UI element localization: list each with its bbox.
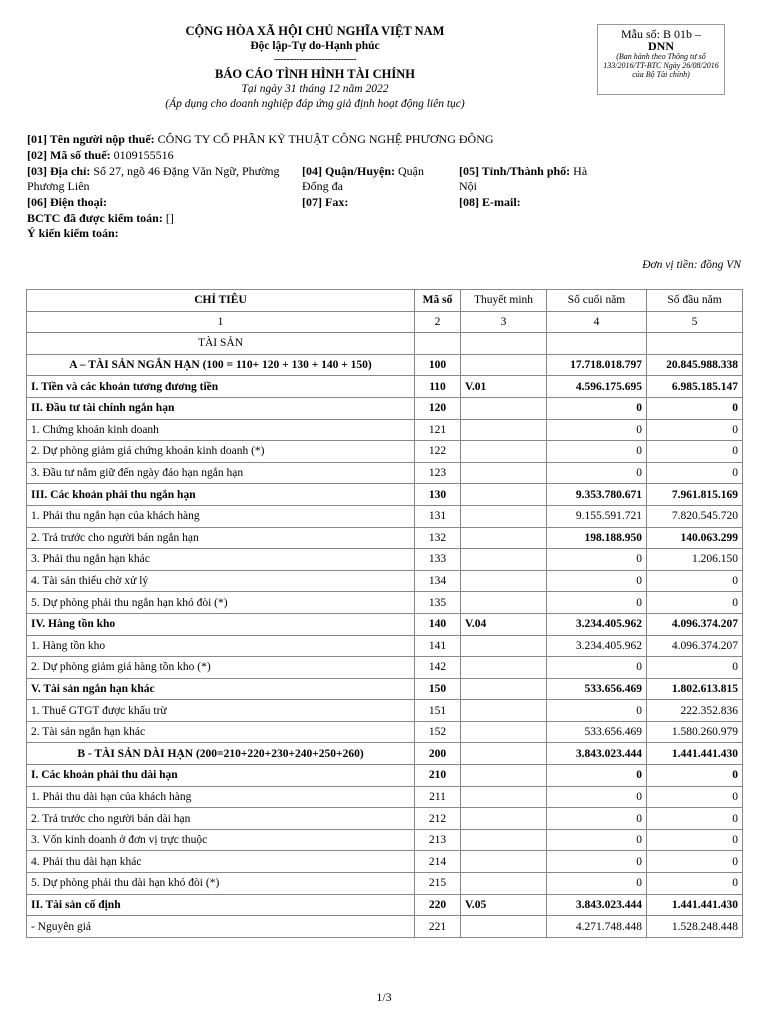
row-begin-amount: 0 xyxy=(647,592,743,614)
header-cell-note: Thuyết minh xyxy=(461,290,547,312)
audited-value: [] xyxy=(165,211,174,225)
row-code: 210 xyxy=(415,765,461,787)
row-begin-amount: 7.820.545.720 xyxy=(647,505,743,527)
row-code: 131 xyxy=(415,505,461,527)
row-code: 133 xyxy=(415,549,461,571)
row-begin-amount: 20.845.988.338 xyxy=(647,354,743,376)
row-begin-amount: 1.580.260.979 xyxy=(647,721,743,743)
row-note xyxy=(461,570,547,592)
row-end-amount: 3.234.405.962 xyxy=(547,635,647,657)
table-row xyxy=(27,743,743,765)
row-note xyxy=(461,505,547,527)
row-label: 1. Hàng tồn kho xyxy=(27,635,415,657)
address-value-line1: Số 27, ngõ 46 Đặng Văn Ngữ, Phường xyxy=(93,164,280,178)
row-note xyxy=(461,527,547,549)
row-end-amount: 0 xyxy=(547,592,647,614)
row-begin-amount: 0 xyxy=(647,765,743,787)
row-end-amount: 533.656.469 xyxy=(547,721,647,743)
index-cell: 1 xyxy=(27,311,415,333)
row-label: V. Tài sản ngắn hạn khác xyxy=(27,678,415,700)
taxcode-row xyxy=(27,148,174,163)
audited-row xyxy=(27,211,174,226)
table-row xyxy=(27,765,743,787)
province-value-line1: Hà xyxy=(573,164,588,178)
row-label: I. Các khoản phải thu dài hạn xyxy=(27,765,415,787)
table-header-row xyxy=(27,290,743,312)
currency-unit: Đơn vị tiền: đồng VN xyxy=(642,259,741,271)
row-end-amount: 0 xyxy=(547,808,647,830)
row-begin-amount: 0 xyxy=(647,570,743,592)
district-value-line1: Quận xyxy=(398,164,425,178)
index-cell: 3 xyxy=(461,311,547,333)
empty-cell xyxy=(461,333,547,355)
table-row xyxy=(27,592,743,614)
table-row xyxy=(27,441,743,463)
row-begin-amount: 0 xyxy=(647,851,743,873)
row-code: 220 xyxy=(415,894,461,916)
table-row xyxy=(27,894,743,916)
row-label: II. Tài sản cố định xyxy=(27,894,415,916)
row-code: 121 xyxy=(415,419,461,441)
row-code: 140 xyxy=(415,613,461,635)
row-note xyxy=(461,851,547,873)
row-note xyxy=(461,700,547,722)
row-label: 2. Trả trước cho người bán dài hạn xyxy=(27,808,415,830)
row-code: 135 xyxy=(415,592,461,614)
table-row xyxy=(27,549,743,571)
row-label: 2. Dự phòng giảm giá chứng khoán kinh doanh (*) xyxy=(27,441,415,463)
row-code: 141 xyxy=(415,635,461,657)
table-row xyxy=(27,354,743,376)
row-code: 134 xyxy=(415,570,461,592)
table-row xyxy=(27,678,743,700)
page-number: 1/3 xyxy=(376,990,392,1004)
row-end-amount: 0 xyxy=(547,462,647,484)
header-divider: -------------------------- xyxy=(273,53,357,65)
row-end-amount: 4.596.175.695 xyxy=(547,376,647,398)
row-begin-amount: 4.096.374.207 xyxy=(647,613,743,635)
table-row xyxy=(27,808,743,830)
country-name: CỘNG HÒA XÃ HỘI CHỦ NGHĨA VIỆT NAM xyxy=(185,24,445,38)
audited-label: BCTC đã được kiểm toán: xyxy=(27,211,163,225)
form-code-line1: Mẫu số: B 01b – xyxy=(620,27,701,41)
row-code: 122 xyxy=(415,441,461,463)
index-cell: 5 xyxy=(647,311,743,333)
row-label: 5. Dự phòng phải thu ngắn hạn khó đòi (*) xyxy=(27,592,415,614)
row-code: 100 xyxy=(415,354,461,376)
table-row xyxy=(27,635,743,657)
table-row xyxy=(27,419,743,441)
row-code: 152 xyxy=(415,721,461,743)
row-begin-amount: 0 xyxy=(647,462,743,484)
phone-label: [06] Điện thoại: xyxy=(27,195,107,209)
row-note xyxy=(461,397,547,419)
row-note xyxy=(461,678,547,700)
section-title-row xyxy=(27,333,743,355)
row-label: 1. Chứng khoán kinh doanh xyxy=(27,419,415,441)
row-end-amount: 533.656.469 xyxy=(547,678,647,700)
row-note xyxy=(461,743,547,765)
row-end-amount: 0 xyxy=(547,419,647,441)
row-end-amount: 0 xyxy=(547,441,647,463)
row-code: 142 xyxy=(415,657,461,679)
empty-cell xyxy=(647,333,743,355)
empty-cell xyxy=(415,333,461,355)
taxcode-label: [02] Mã số thuế: xyxy=(27,148,111,162)
row-note xyxy=(461,808,547,830)
row-begin-amount: 1.206.150 xyxy=(647,549,743,571)
row-label: 2. Tài sản ngắn hạn khác xyxy=(27,721,415,743)
row-begin-amount: 1.441.441.430 xyxy=(647,743,743,765)
row-label: 5. Dự phòng phải thu dài hạn khó đòi (*) xyxy=(27,873,415,895)
district-row xyxy=(302,164,424,179)
row-note xyxy=(461,657,547,679)
row-code: 120 xyxy=(415,397,461,419)
row-note xyxy=(461,635,547,657)
row-end-amount: 9.155.591.721 xyxy=(547,505,647,527)
row-label: 1. Phải thu dài hạn của khách hàng xyxy=(27,786,415,808)
taxcode-value: 0109155516 xyxy=(113,148,174,162)
row-code: 150 xyxy=(415,678,461,700)
district-label: [04] Quận/Huyện: xyxy=(302,164,396,178)
row-end-amount: 0 xyxy=(547,873,647,895)
row-end-amount: 0 xyxy=(547,829,647,851)
row-code: 214 xyxy=(415,851,461,873)
province-label: [05] Tỉnh/Thành phố: xyxy=(459,164,571,178)
row-end-amount: 0 xyxy=(547,786,647,808)
row-end-amount: 0 xyxy=(547,657,647,679)
row-label: I. Tiền và các khoản tương đương tiền xyxy=(27,376,415,398)
document-header xyxy=(130,24,500,112)
table-row xyxy=(27,786,743,808)
row-label: II. Đầu tư tài chính ngắn hạn xyxy=(27,397,415,419)
balance-sheet-table xyxy=(26,289,743,938)
table-row xyxy=(27,873,743,895)
table-row xyxy=(27,462,743,484)
address-value-line2: Phương Liên xyxy=(27,179,90,193)
row-end-amount: 0 xyxy=(547,765,647,787)
table-row xyxy=(27,829,743,851)
row-begin-amount: 0 xyxy=(647,829,743,851)
email-label: [08] E-mail: xyxy=(459,195,521,209)
table-row xyxy=(27,570,743,592)
row-begin-amount: 0 xyxy=(647,441,743,463)
address-label: [03] Địa chỉ: xyxy=(27,164,91,178)
row-begin-amount: 0 xyxy=(647,808,743,830)
row-label: A – TÀI SẢN NGẮN HẠN (100 = 110+ 120 + 130 + 140 + 150) xyxy=(27,354,415,376)
row-begin-amount: 7.961.815.169 xyxy=(647,484,743,506)
row-end-amount: 0 xyxy=(547,570,647,592)
row-label: 3. Phải thu ngắn hạn khác xyxy=(27,549,415,571)
row-note: V.05 xyxy=(461,894,547,916)
audit-opinion-label: Ý kiến kiểm toán: xyxy=(27,226,119,240)
row-code: 123 xyxy=(415,462,461,484)
row-code: 200 xyxy=(415,743,461,765)
row-code: 110 xyxy=(415,376,461,398)
row-end-amount: 0 xyxy=(547,700,647,722)
row-label: 1. Phải thu ngắn hạn của khách hàng xyxy=(27,505,415,527)
row-end-amount: 0 xyxy=(547,397,647,419)
header-cell-end: Số cuối năm xyxy=(547,290,647,312)
table-row xyxy=(27,484,743,506)
row-label: 1. Thuế GTGT được khấu trừ xyxy=(27,700,415,722)
taxpayer-name-value: CÔNG TY CỔ PHẦN KỸ THUẬT CÔNG NGHỆ PHƯƠNG ĐÔNG xyxy=(157,132,494,146)
row-code: 211 xyxy=(415,786,461,808)
province-value-line2: Nội xyxy=(459,179,477,193)
row-note xyxy=(461,916,547,938)
row-begin-amount: 1.802.613.815 xyxy=(647,678,743,700)
row-note xyxy=(461,441,547,463)
table-row xyxy=(27,505,743,527)
row-label: 2. Trả trước cho người bán ngắn hạn xyxy=(27,527,415,549)
national-motto: Độc lập-Tự do-Hạnh phúc xyxy=(250,40,380,52)
row-begin-amount: 4.096.374.207 xyxy=(647,635,743,657)
fax-label: [07] Fax: xyxy=(302,195,349,209)
row-end-amount: 0 xyxy=(547,549,647,571)
taxpayer-name-label: [01] Tên người nộp thuế: xyxy=(27,132,155,146)
row-begin-amount: 6.985.185.147 xyxy=(647,376,743,398)
row-begin-amount: 140.063.299 xyxy=(647,527,743,549)
row-note: V.04 xyxy=(461,613,547,635)
row-begin-amount: 0 xyxy=(647,419,743,441)
row-label: IV. Hàng tồn kho xyxy=(27,613,415,635)
report-title: BÁO CÁO TÌNH HÌNH TÀI CHÍNH xyxy=(215,67,415,81)
table-row xyxy=(27,527,743,549)
table-row xyxy=(27,376,743,398)
province-row xyxy=(459,164,587,179)
address-row xyxy=(27,164,279,179)
row-begin-amount: 222.352.836 xyxy=(647,700,743,722)
form-code-line2: DNN xyxy=(648,39,674,53)
header-cell-begin: Số đầu năm xyxy=(647,290,743,312)
row-code: 215 xyxy=(415,873,461,895)
row-code: 130 xyxy=(415,484,461,506)
row-end-amount: 4.271.748.448 xyxy=(547,916,647,938)
report-applicability: (Áp dụng cho doanh nghiệp đáp ứng giả định hoạt động liên tục) xyxy=(165,98,465,110)
row-end-amount: 3.234.405.962 xyxy=(547,613,647,635)
row-code: 151 xyxy=(415,700,461,722)
table-row xyxy=(27,700,743,722)
row-note: V.01 xyxy=(461,376,547,398)
row-end-amount: 17.718.018.797 xyxy=(547,354,647,376)
row-label: 2. Dự phòng giảm giá hàng tồn kho (*) xyxy=(27,657,415,679)
row-label: III. Các khoản phải thu ngắn hạn xyxy=(27,484,415,506)
row-end-amount: 9.353.780.671 xyxy=(547,484,647,506)
row-begin-amount: 0 xyxy=(647,657,743,679)
table-row xyxy=(27,657,743,679)
row-begin-amount: 0 xyxy=(647,873,743,895)
empty-cell xyxy=(547,333,647,355)
table-row xyxy=(27,851,743,873)
row-end-amount: 0 xyxy=(547,851,647,873)
header-cell-code: Mã số xyxy=(415,290,461,312)
report-date: Tại ngày 31 tháng 12 năm 2022 xyxy=(241,83,389,95)
index-cell: 4 xyxy=(547,311,647,333)
table-row xyxy=(27,721,743,743)
form-code-box xyxy=(597,24,725,95)
row-begin-amount: 0 xyxy=(647,786,743,808)
form-legal-note: (Ban hành theo Thông tư số 133/2016/TT-BTC Ngày 26/08/2016 của Bộ Tài chính) xyxy=(603,52,719,79)
row-note xyxy=(461,765,547,787)
row-note xyxy=(461,462,547,484)
header-cell-indicator: CHỈ TIÊU xyxy=(27,290,415,312)
row-end-amount: 198.188.950 xyxy=(547,527,647,549)
row-begin-amount: 1.441.441.430 xyxy=(647,894,743,916)
row-note xyxy=(461,721,547,743)
row-note xyxy=(461,786,547,808)
row-label: 3. Vốn kinh doanh ở đơn vị trực thuộc xyxy=(27,829,415,851)
table-row xyxy=(27,916,743,938)
district-value-line2: Đống đa xyxy=(302,179,343,193)
row-label: 4. Tài sản thiếu chờ xử lý xyxy=(27,570,415,592)
row-code: 221 xyxy=(415,916,461,938)
table-row xyxy=(27,397,743,419)
row-note xyxy=(461,484,547,506)
row-label: 3. Đầu tư nắm giữ đến ngày đáo hạn ngắn hạn xyxy=(27,462,415,484)
table-index-row xyxy=(27,311,743,333)
row-code: 212 xyxy=(415,808,461,830)
row-end-amount: 3.843.023.444 xyxy=(547,743,647,765)
row-begin-amount: 1.528.248.448 xyxy=(647,916,743,938)
table-row xyxy=(27,613,743,635)
index-cell: 2 xyxy=(415,311,461,333)
row-note xyxy=(461,549,547,571)
row-begin-amount: 0 xyxy=(647,397,743,419)
section-title: TÀI SẢN xyxy=(27,333,415,355)
row-end-amount: 3.843.023.444 xyxy=(547,894,647,916)
row-note xyxy=(461,419,547,441)
row-code: 132 xyxy=(415,527,461,549)
taxpayer-name-row xyxy=(27,132,494,147)
row-note xyxy=(461,873,547,895)
row-code: 213 xyxy=(415,829,461,851)
row-note xyxy=(461,354,547,376)
row-label: 4. Phải thu dài hạn khác xyxy=(27,851,415,873)
row-note xyxy=(461,592,547,614)
row-label: - Nguyên giá xyxy=(27,916,415,938)
row-label: B - TÀI SẢN DÀI HẠN (200=210+220+230+240+250+260) xyxy=(27,743,415,765)
row-note xyxy=(461,829,547,851)
